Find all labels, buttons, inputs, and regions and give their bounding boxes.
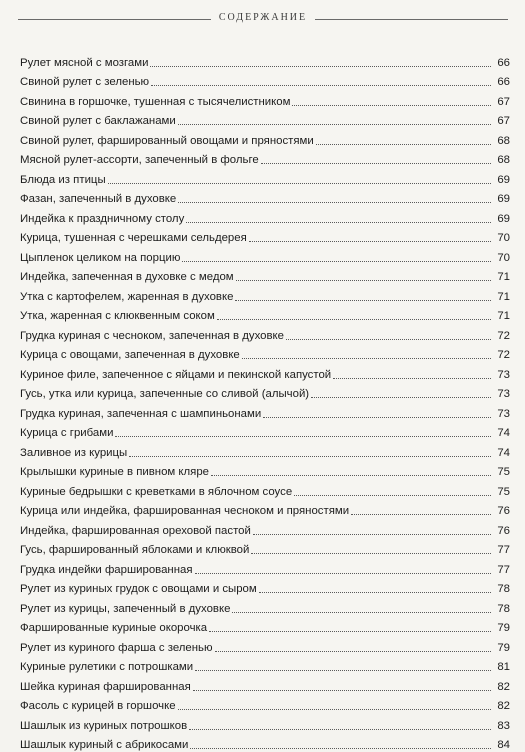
- toc-entry-title: Грудка куриная, запеченная с шампиньонами: [20, 408, 263, 421]
- toc-entry-title: Фасоль с курицей в горшочке: [20, 700, 178, 713]
- toc-leader-dots: [263, 416, 491, 418]
- toc-entry-title: Фазан, запеченный в духовке: [20, 193, 178, 206]
- toc-entry: [20, 616, 510, 636]
- toc-leader-dots: [294, 494, 491, 496]
- toc-leader-dots: [333, 377, 491, 379]
- toc-leader-dots: [129, 455, 491, 457]
- toc-leader-dots: [242, 357, 491, 359]
- toc-leader-dots: [178, 123, 491, 125]
- toc-entry-title: Рулет мясной с мозгами: [20, 57, 150, 70]
- toc-entry-title: Курица с грибами: [20, 427, 115, 440]
- toc-entry-page: 71: [494, 291, 510, 304]
- toc-entry: [20, 382, 510, 402]
- toc-entry-page: 82: [494, 700, 510, 713]
- toc-entry: [20, 343, 510, 363]
- toc-entry-title: Фаршированные куриные окорочка: [20, 622, 209, 635]
- toc-entry-title: Рулет из куриных грудок с овощами и сыром: [20, 583, 259, 596]
- toc-entry-title: Утка, жаренная с клюквенным соком: [20, 310, 217, 323]
- toc-entry-title: Цыпленок целиком на порцию: [20, 252, 182, 265]
- toc-entry: [20, 89, 510, 109]
- toc-entry-page: 73: [494, 388, 510, 401]
- toc-leader-dots: [209, 630, 491, 632]
- toc-entry: [20, 284, 510, 304]
- toc-entry-page: 84: [494, 739, 510, 752]
- toc-entry: [20, 518, 510, 538]
- toc-entry-title: Грудка индейки фаршированная: [20, 564, 195, 577]
- toc-entry-page: 74: [494, 447, 510, 460]
- toc-entry: [20, 499, 510, 519]
- toc-entry: [20, 733, 510, 752]
- toc-entry-page: 69: [494, 174, 510, 187]
- toc-entry: [20, 538, 510, 558]
- toc-leader-dots: [249, 240, 491, 242]
- toc-entry-page: 77: [494, 544, 510, 557]
- toc-entry-page: 76: [494, 505, 510, 518]
- toc-entry-title: Куриное филе, запеченное с яйцами и пекинской капустой: [20, 369, 333, 382]
- toc-entry-page: 73: [494, 408, 510, 421]
- toc-leader-dots: [108, 182, 491, 184]
- toc-entry-title: Шашлык куриный с абрикосами: [20, 739, 190, 752]
- toc-entry-title: Свинина в горшочке, тушенная с тысячелистником: [20, 96, 292, 109]
- toc-leader-dots: [189, 728, 491, 730]
- toc-leader-dots: [236, 279, 491, 281]
- toc-entry-page: 77: [494, 564, 510, 577]
- toc-entry-page: 72: [494, 349, 510, 362]
- toc-entry-page: 72: [494, 330, 510, 343]
- toc-leader-dots: [351, 513, 491, 515]
- toc-leader-dots: [150, 65, 491, 67]
- toc-entry: [20, 635, 510, 655]
- toc-leader-dots: [115, 435, 491, 437]
- toc-entry: [20, 226, 510, 246]
- toc-entry-page: 69: [494, 193, 510, 206]
- toc-leader-dots: [251, 552, 491, 554]
- page-header: [18, 11, 508, 27]
- toc-entry: [20, 674, 510, 694]
- toc-leader-dots: [195, 572, 492, 574]
- toc-entry-title: Грудка куриная с чесноком, запеченная в духовке: [20, 330, 286, 343]
- toc-entry-title: Куриные бедрышки с креветками в яблочном соусе: [20, 486, 294, 499]
- toc-leader-dots: [261, 162, 491, 164]
- toc-entry-page: 79: [494, 622, 510, 635]
- toc-leader-dots: [178, 201, 491, 203]
- toc-leader-dots: [253, 533, 491, 535]
- toc-entry-page: 70: [494, 252, 510, 265]
- toc-entry: [20, 479, 510, 499]
- toc-entry: [20, 109, 510, 129]
- toc-entry-page: 82: [494, 681, 510, 694]
- toc-leader-dots: [232, 611, 491, 613]
- toc-entry: [20, 694, 510, 714]
- toc-entry-page: 79: [494, 642, 510, 655]
- toc-entry-title: Гусь, фаршированный яблоками и клюквой: [20, 544, 251, 557]
- toc-leader-dots: [193, 689, 491, 691]
- toc-leader-dots: [195, 669, 491, 671]
- toc-entry-title: Куриные рулетики с потрошками: [20, 661, 195, 674]
- toc-entry-page: 81: [494, 661, 510, 674]
- toc-entry-page: 75: [494, 486, 510, 499]
- toc-entry-page: 73: [494, 369, 510, 382]
- toc-leader-dots: [182, 260, 491, 262]
- toc-entry-title: Утка с картофелем, жаренная в духовке: [20, 291, 235, 304]
- toc-entry-title: Крылышки куриные в пивном кляре: [20, 466, 211, 479]
- toc-entry-title: Гусь, утка или курица, запеченные со сливой (алычой): [20, 388, 311, 401]
- toc-entry-title: Свиной рулет, фаршированный овощами и пряностями: [20, 135, 316, 148]
- toc-leader-dots: [211, 474, 491, 476]
- toc-entry-page: 67: [494, 96, 510, 109]
- toc-leader-dots: [151, 84, 491, 86]
- header-title: СОДЕРЖАНИЕ: [18, 12, 508, 23]
- toc-entry-title: Свиной рулет с баклажанами: [20, 115, 178, 128]
- toc-entry: [20, 421, 510, 441]
- toc-entry: [20, 460, 510, 480]
- toc-entry: [20, 167, 510, 187]
- toc-entry-title: Блюда из птицы: [20, 174, 108, 187]
- header-rule-right: [315, 19, 508, 20]
- toc-entry-title: Заливное из курицы: [20, 447, 129, 460]
- toc-entry: [20, 362, 510, 382]
- toc-entry: [20, 187, 510, 207]
- toc-leader-dots: [217, 318, 491, 320]
- toc-entry-page: 68: [494, 135, 510, 148]
- toc-entry-page: 76: [494, 525, 510, 538]
- toc-entry-title: Шейка куриная фаршированная: [20, 681, 193, 694]
- toc-entry: [20, 245, 510, 265]
- toc-leader-dots: [190, 747, 491, 749]
- toc-entry-page: 70: [494, 232, 510, 245]
- toc-entry: [20, 323, 510, 343]
- toc-entry-title: Курица, тушенная с черешками сельдерея: [20, 232, 249, 245]
- toc-entry-page: 83: [494, 720, 510, 733]
- toc-entry-page: 78: [494, 603, 510, 616]
- toc-entry: [20, 655, 510, 675]
- toc-entry: [20, 596, 510, 616]
- toc-entry-title: Курица или индейка, фаршированная чесноком и пряностями: [20, 505, 351, 518]
- toc-entry: [20, 128, 510, 148]
- toc-leader-dots: [186, 221, 491, 223]
- toc-leader-dots: [311, 396, 491, 398]
- toc-entry: [20, 148, 510, 168]
- toc-entry-page: 71: [494, 271, 510, 284]
- toc-leader-dots: [316, 143, 491, 145]
- toc-entry: [20, 70, 510, 90]
- toc-entry-title: Рулет из куриного фарша с зеленью: [20, 642, 215, 655]
- toc-entry-page: 75: [494, 466, 510, 479]
- toc-leader-dots: [259, 591, 491, 593]
- toc-entry: [20, 206, 510, 226]
- toc-entry: [20, 713, 510, 733]
- toc-entry-page: 74: [494, 427, 510, 440]
- toc-entry-page: 78: [494, 583, 510, 596]
- toc-entry-page: 68: [494, 154, 510, 167]
- toc-entry: [20, 557, 510, 577]
- toc-entry-title: Свиной рулет с зеленью: [20, 76, 151, 89]
- toc-entry-title: Мясной рулет-ассорти, запеченный в фольге: [20, 154, 261, 167]
- toc-leader-dots: [286, 338, 491, 340]
- toc-entry-title: Индейка, фаршированная ореховой пастой: [20, 525, 253, 538]
- toc-entry: [20, 440, 510, 460]
- toc-entry-page: 66: [494, 57, 510, 70]
- toc-entry-title: Шашлык из куриных потрошков: [20, 720, 189, 733]
- toc-entry-page: 67: [494, 115, 510, 128]
- toc-entry-page: 66: [494, 76, 510, 89]
- toc-leader-dots: [178, 708, 491, 710]
- toc-entry: [20, 50, 510, 70]
- toc-entry: [20, 265, 510, 285]
- toc-entry-title: Курица с овощами, запеченная в духовке: [20, 349, 242, 362]
- toc-leader-dots: [235, 299, 491, 301]
- toc-entry-title: Индейка к праздничному столу: [20, 213, 186, 226]
- toc-entry-title: Индейка, запеченная в духовке с медом: [20, 271, 236, 284]
- toc-leader-dots: [215, 650, 491, 652]
- toc-entry-page: 71: [494, 310, 510, 323]
- toc-entry-page: 69: [494, 213, 510, 226]
- toc-leader-dots: [292, 104, 491, 106]
- toc-entry: [20, 304, 510, 324]
- toc-entry: [20, 401, 510, 421]
- table-of-contents: [20, 50, 510, 752]
- toc-entry: [20, 577, 510, 597]
- toc-entry-title: Рулет из курицы, запеченный в духовке: [20, 603, 232, 616]
